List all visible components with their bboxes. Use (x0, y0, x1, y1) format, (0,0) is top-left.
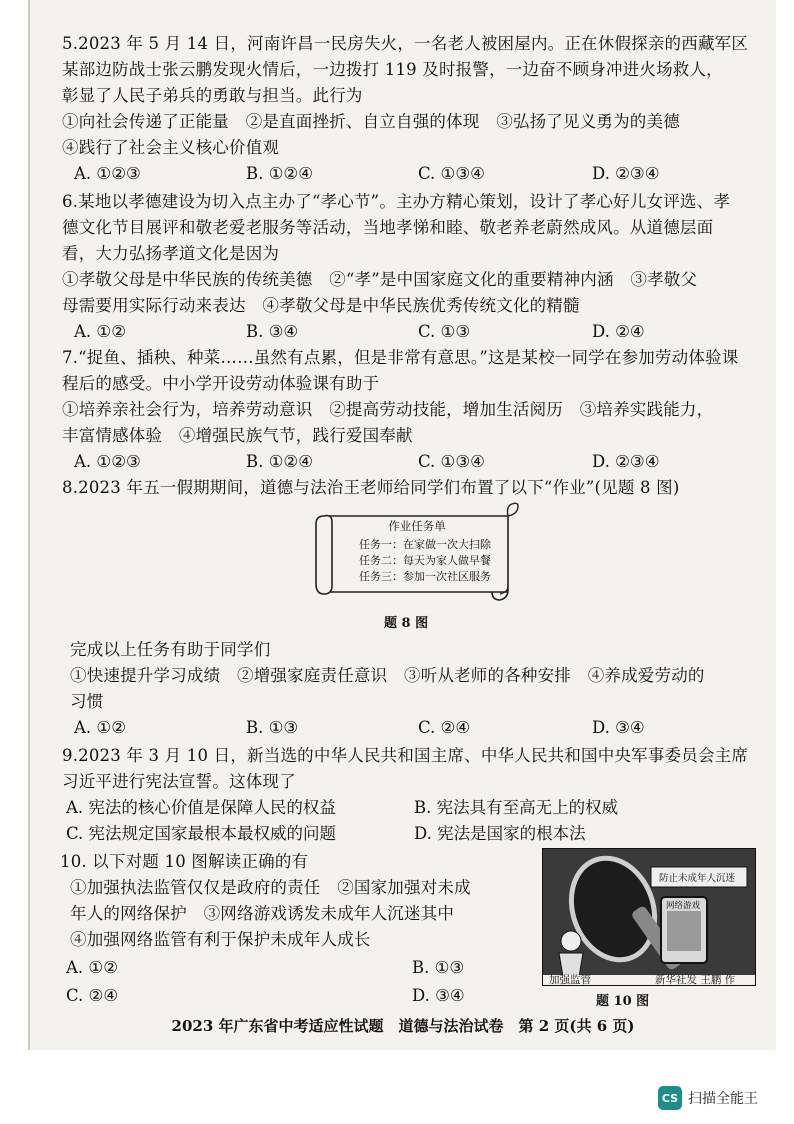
cartoon-sign-text: 防止未成年人沉迷 (659, 873, 736, 884)
q10-option-a: A. ①② (66, 958, 118, 977)
q6-stem-line2: 德文化节目展评和敬老爱老服务等活动，当地孝悌和睦、敬老养老蔚然成风。从道德层面 (62, 218, 714, 237)
q7-stem-line2: 程后的感受。中小学开设劳动体验课有助于 (62, 374, 380, 393)
q9-stem-line1: 9.2023 年 3 月 10 日，新当选的中华人民共和国主席、中华人民共和国中央军事委员会主席 (62, 746, 749, 765)
q5-statements-line1: ①向社会传递了正能量 ②是直面挫折、自立自强的体现 ③弘扬了见义勇为的美德 (62, 112, 680, 131)
q7-option-a: A. ①②③ (74, 452, 141, 471)
q7-option-d: D. ②③④ (592, 452, 660, 471)
cartoon-credit: 新华社发 王鹏 作 (655, 974, 736, 986)
exam-page (28, 0, 776, 1050)
figure-10-caption: 题 10 图 (596, 994, 650, 1009)
cartoon-label-supervision: 加强监管 (549, 974, 591, 986)
q9-option-c: C. 宪法规定国家最根本最权威的问题 (66, 824, 337, 843)
q10-stem-line1: 10. 以下对题 10 图解读正确的有 (60, 852, 309, 871)
q9-option-b: B. 宪法具有至高无上的权威 (414, 798, 619, 817)
q7-option-c: C. ①③④ (418, 452, 485, 471)
q5-option-a: A. ①②③ (74, 164, 141, 183)
q8-option-a: A. ①② (74, 718, 126, 737)
q5-stem-line1: 5.2023 年 5 月 14 日，河南许昌一民房失火，一名老人被困屋内。正在休假探亲的西藏军区 (62, 34, 749, 53)
q10-statements-line1: ①加强执法监管仅仅是政府的责任 ②国家加强对未成 (70, 878, 471, 897)
task-3: 任务三：参加一次社区服务 (359, 570, 491, 583)
q8-stem-line1: 8.2023 年五一假期期间，道德与法治王老师给同学们布置了以下“作业”(见题 8 图) (62, 478, 680, 497)
scanner-app-name: 扫描全能王 (688, 1091, 758, 1107)
q6-option-b: B. ③④ (246, 322, 299, 341)
q6-option-d: D. ②④ (592, 322, 645, 341)
q8-statements-line2: 习惯 (70, 692, 104, 711)
q7-stem-line1: 7.“捉鱼、插秧、种菜……虽然有点累，但是非常有意思。”这是某校一同学在参加劳动体验课 (62, 348, 739, 367)
q10-statements-line2: 年人的网络保护 ③网络游戏诱发未成年人沉迷其中 (70, 904, 455, 923)
cartoon-screen-text: 网络游戏 (666, 901, 701, 911)
q10-option-c: C. ②④ (66, 986, 119, 1005)
task-2: 任务二：每天为家人做早餐 (359, 554, 491, 567)
q6-option-a: A. ①② (74, 322, 126, 341)
q8-statements-line1: ①快速提升学习成绩 ②增强家庭责任意识 ③听从老师的各种安排 ④养成爱劳动的 (70, 666, 705, 685)
q5-option-b: B. ①②④ (246, 164, 313, 183)
page-footer: 2023 年广东省中考适应性试题 道德与法治试卷 第 2 页(共 6 页) (171, 1017, 635, 1035)
figure-8-caption: 题 8 图 (384, 616, 429, 631)
q5-statements-line2: ④践行了社会主义核心价值观 (62, 138, 280, 157)
q6-statements-line2: 母需要用实际行动来表达 ④孝敬父母是中华民族优秀传统文化的精髓 (62, 296, 580, 315)
task-1: 任务一：在家做一次大扫除 (359, 538, 491, 551)
q9-stem-line2: 习近平进行宪法宣誓。这体现了 (62, 772, 296, 791)
homework-scroll-figure (312, 502, 522, 606)
q8-stem-line2: 完成以上任务有助于同学们 (70, 640, 271, 659)
scanner-app-badge (658, 1082, 784, 1114)
q10-option-d: D. ③④ (412, 986, 465, 1005)
q5-stem-line2: 某部边防战士张云鹏发现火情后，一边拨打 119 及时报警，一边奋不顾身冲进火场救人， (62, 60, 723, 79)
q8-option-d: D. ③④ (592, 718, 645, 737)
q7-statements-line1: ①培养亲社会行为，培养劳动意识 ②提高劳动技能，增加生活阅历 ③培养实践能力， (62, 400, 714, 419)
q8-option-c: C. ②④ (418, 718, 471, 737)
q10-statements-line3: ④加强网络监管有利于保护未成年人成长 (70, 930, 371, 949)
q5-stem-line3: 彰显了人民子弟兵的勇敢与担当。此行为 (62, 86, 363, 105)
figure-10-cartoon (542, 848, 756, 986)
q7-option-b: B. ①②④ (246, 452, 313, 471)
q10-option-b: B. ①③ (412, 958, 465, 977)
q6-stem-line1: 6.某地以孝德建设为切入点主办了“孝心节”。主办方精心策划，设计了孝心好儿女评选、孝 (62, 192, 731, 211)
q5-option-d: D. ②③④ (592, 164, 660, 183)
q9-option-d: D. 宪法是国家的根本法 (414, 824, 586, 843)
q5-option-c: C. ①③④ (418, 164, 485, 183)
camscanner-logo-icon: CS (658, 1086, 682, 1110)
q6-statements-line1: ①孝敬父母是中华民族的传统美德 ②“孝”是中国家庭文化的重要精神内涵 ③孝敬父 (62, 270, 698, 289)
q9-option-a: A. 宪法的核心价值是保障人民的权益 (66, 798, 336, 817)
q6-stem-line3: 看，大力弘扬孝道文化是因为 (62, 244, 280, 263)
scroll-title: 作业任务单 (388, 519, 446, 533)
q6-option-c: C. ①③ (418, 322, 471, 341)
q7-statements-line2: 丰富情感体验 ④增强民族气节，践行爱国奉献 (62, 426, 413, 445)
q8-option-b: B. ①③ (246, 718, 299, 737)
